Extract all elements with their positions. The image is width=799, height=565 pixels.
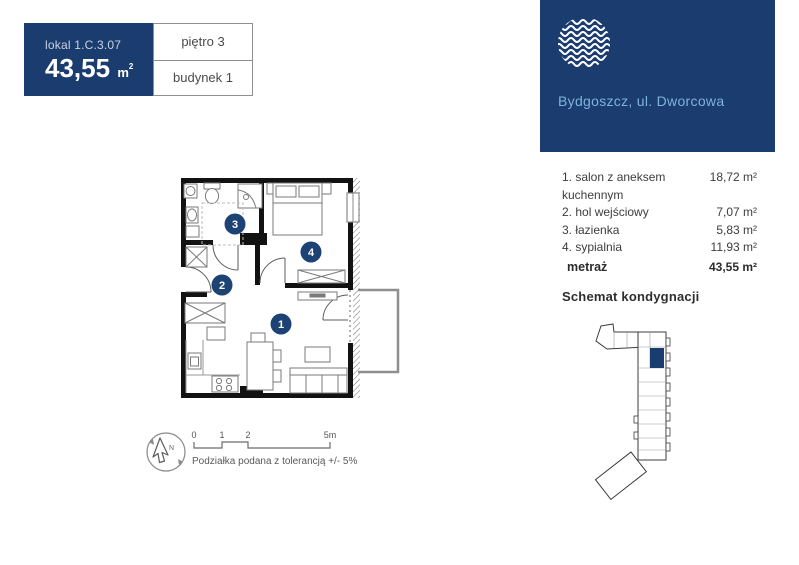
floor-cell: piętro 3: [181, 34, 225, 50]
total-row: [562, 259, 757, 277]
north-label: N: [169, 445, 175, 452]
hall-wardrobe: [186, 247, 207, 267]
room-number-badge: 3: [231, 219, 239, 231]
scale-bar: [188, 428, 343, 454]
building-cell: budynek 1: [154, 60, 252, 96]
room-number-badge: 4: [307, 247, 315, 259]
unit-area-unit: $m^2$: [117, 62, 134, 80]
room-area: 11,93 m²: [710, 240, 757, 254]
total-area: 43,55 m²: [708, 259, 757, 274]
floor-schematic: [593, 320, 708, 500]
room-number-badge: 1: [277, 319, 285, 331]
unit-label: lokal 1.C.3.07: [45, 38, 122, 52]
room-label: 4. sypialnia: [562, 240, 623, 254]
scale-tick: 1: [219, 430, 225, 440]
room-area: 18,72 m²: [709, 170, 757, 184]
total-label: metraż: [567, 259, 608, 274]
unit-info-cells: [153, 23, 253, 96]
room-row: [562, 239, 757, 257]
room-label: 1. salon z aneksem kuchennym: [562, 170, 666, 202]
floorplan: [150, 170, 415, 405]
room-area: 7,07 m²: [716, 205, 757, 219]
brand-card: [540, 0, 775, 152]
scale-note: Podziałka podana z tolerancją +/- 5%: [192, 456, 358, 467]
schematic-unit-highlight: [650, 348, 664, 368]
living-furniture: [185, 292, 347, 393]
scale-tick: 0: [191, 430, 197, 440]
schematic-title: Schemat kondygnacji: [562, 289, 700, 304]
bedroom-furniture: [267, 183, 345, 283]
unit-card: [24, 23, 153, 96]
unit-area: [45, 55, 153, 81]
room-number-badge: 2: [218, 280, 226, 292]
balcony: [358, 290, 398, 372]
scale-tick: 5m: [323, 430, 337, 440]
room-label: 2. hol wejściowy: [562, 205, 649, 219]
room-area: 5,83 m²: [716, 222, 757, 237]
window: [347, 193, 359, 222]
brand-location: Bydgoszcz, ul. Dworcowa: [558, 93, 725, 109]
wave-globe-icon: [556, 15, 612, 71]
room-row: [562, 222, 757, 240]
room-list: [562, 169, 757, 276]
compass-icon: [140, 428, 192, 480]
scale-tick: 2: [245, 430, 251, 440]
room-row: [562, 169, 757, 204]
room-row: [562, 204, 757, 222]
room-label: 3. łazienka: [562, 222, 620, 237]
unit-area-value: 43,55: [45, 53, 111, 83]
